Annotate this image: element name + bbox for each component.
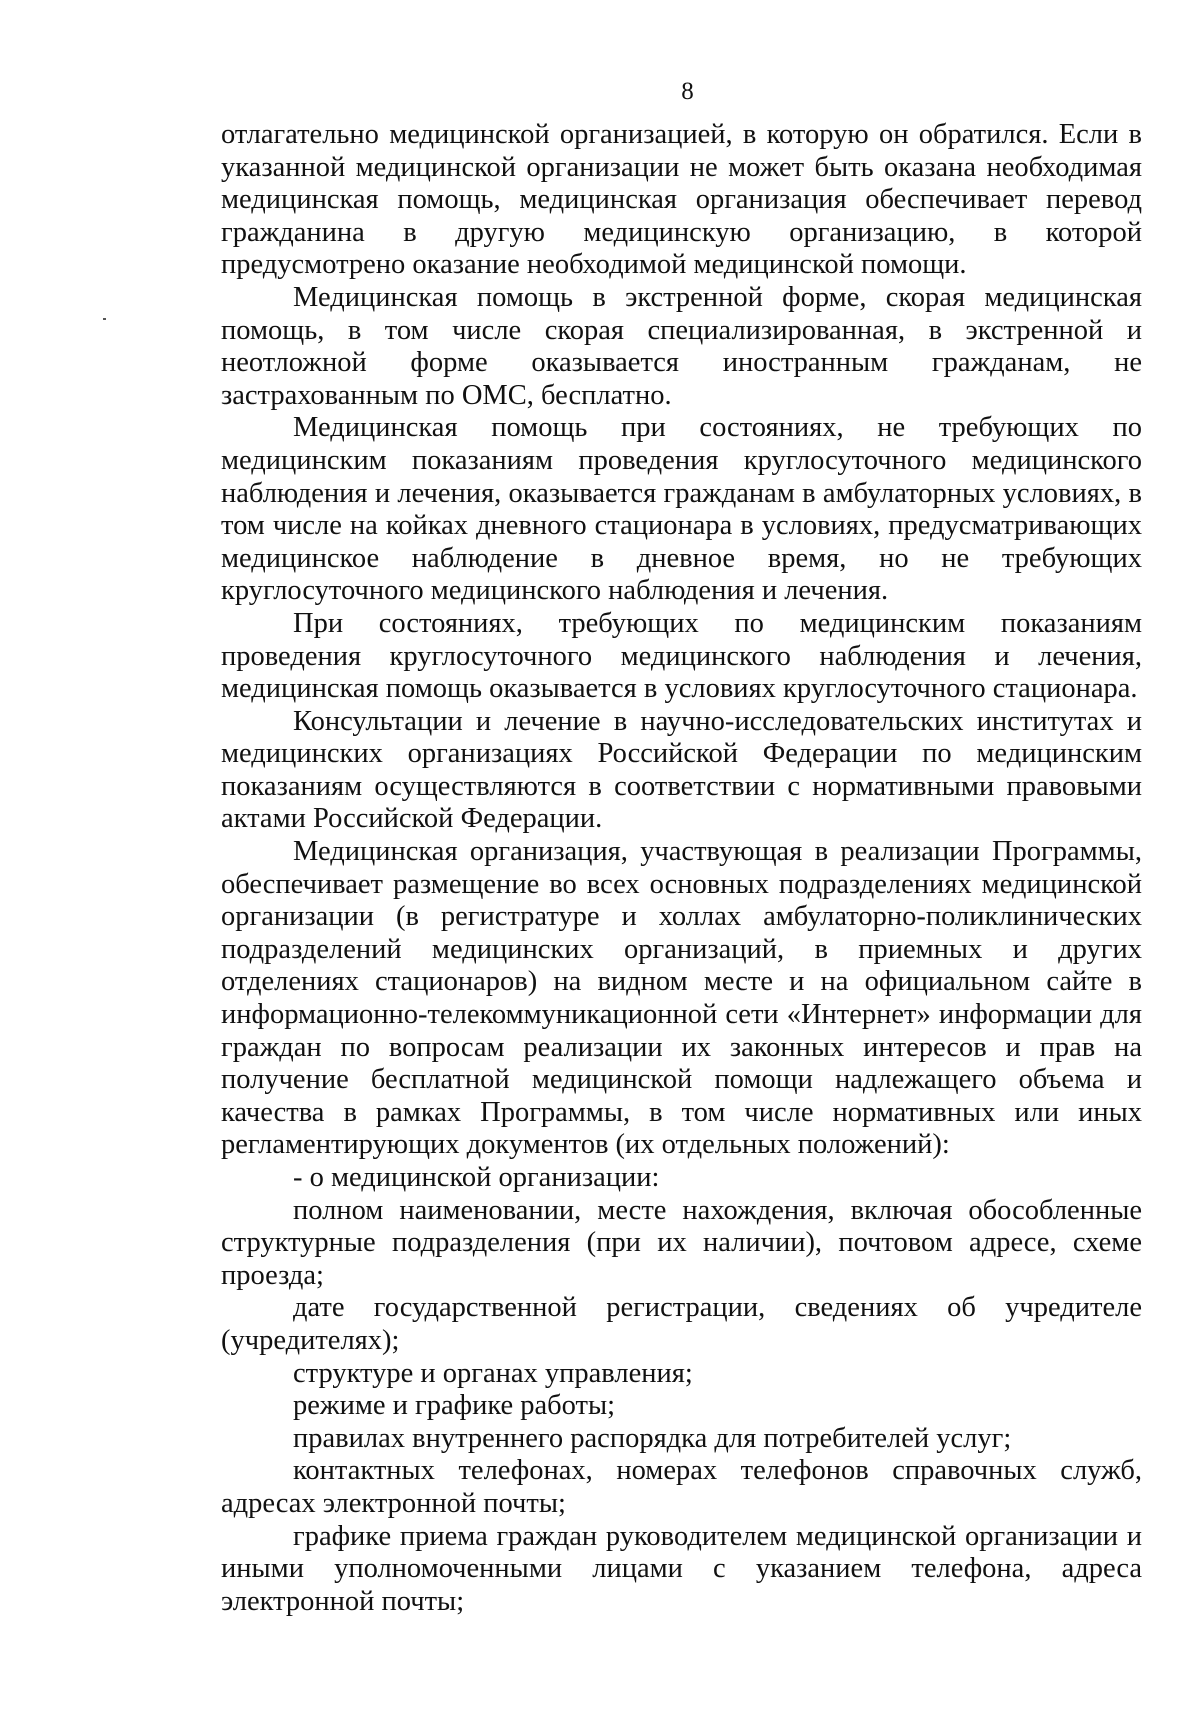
list-item: дате государственной регистрации, сведениях об учредителе (учредителях); bbox=[221, 1292, 1142, 1356]
paragraph-information-placement: Медицинская организация, участвующая в реализации Программы, обеспечивает размещение во всех основных подразделениях медицинской организации (в регистратуре и холлах амбулаторно-поликлинических подразделений медицинских организаций, в приемных и других отделениях стационаров) на видном месте и на официальном сайте в информационно-телекоммуникационной сети «Интернет» информации для граждан по вопросам реализации их законных интересов и прав на получение бесплатной медицинской помощи надлежащего объема и качества в рамках Программы, в том числе нормативных или иных регламентирующих документов (их отдельных положений): bbox=[221, 836, 1142, 1161]
list-item: контактных телефонах, номерах телефонов справочных служб, адресах электронной почты; bbox=[221, 1455, 1142, 1519]
list-item: правилах внутреннего распорядка для потребителей услуг; bbox=[293, 1422, 1012, 1454]
list-item: структуре и органах управления; bbox=[293, 1357, 693, 1389]
paragraph-consultations: Консультации и лечение в научно-исследовательских институтах и медицинских организациях Российской Федерации по медицинским показаниям осуществляются в соответствии с нормативными правовыми актами Российской Федерации. bbox=[221, 705, 1142, 835]
list-heading-organization: - о медицинской организации: bbox=[293, 1162, 660, 1193]
list-item: режиме и графике работы; bbox=[293, 1390, 616, 1422]
paragraph-emergency-care: Медицинская помощь в экстренной форме, скорая медицинская помощь, в том числе скорая специализированная, в экстренной и неотложной форме оказывается иностранным гражданам, не застрахованным по ОМС, бесплатно. bbox=[221, 281, 1142, 411]
paragraph-outpatient-care: Медицинская помощь при состояниях, не требующих по медицинским показаниям проведения круглосуточного медицинского наблюдения и лечения, оказывается гражданам в амбулаторных условиях, в том числе на койках дневного стационара в условиях, предусматривающих медицинское наблюдение в дневное время, но не требующих круглосуточного медицинского наблюдения и лечения. bbox=[221, 412, 1142, 607]
document-body bbox=[221, 119, 1142, 1618]
list-item: графике приема граждан руководителем медицинской организации и иными уполномоченными лицами с указанием телефона, адреса электронной почты; bbox=[221, 1520, 1142, 1617]
list-item: полном наименовании, месте нахождения, включая обособленные структурные подразделения (при их наличии), почтовом адресе, схеме проезда; bbox=[221, 1194, 1142, 1291]
paragraph-inpatient-care: При состояниях, требующих по медицинским показаниям проведения круглосуточного медицинского наблюдения и лечения, медицинская помощь оказывается в условиях круглосуточного стационара. bbox=[221, 607, 1142, 705]
paragraph-continuation: отлагательно медицинской организацией, в которую он обратился. Если в указанной медицинской организации не может быть оказана необходимая медицинская помощь, медицинская организация обеспечивает перевод гражданина в другую медицинскую организацию, в которой предусмотрено оказание необходимой медицинской помощи. bbox=[221, 119, 1142, 281]
page-number: 8 bbox=[681, 78, 694, 105]
scan-speck bbox=[103, 318, 106, 320]
